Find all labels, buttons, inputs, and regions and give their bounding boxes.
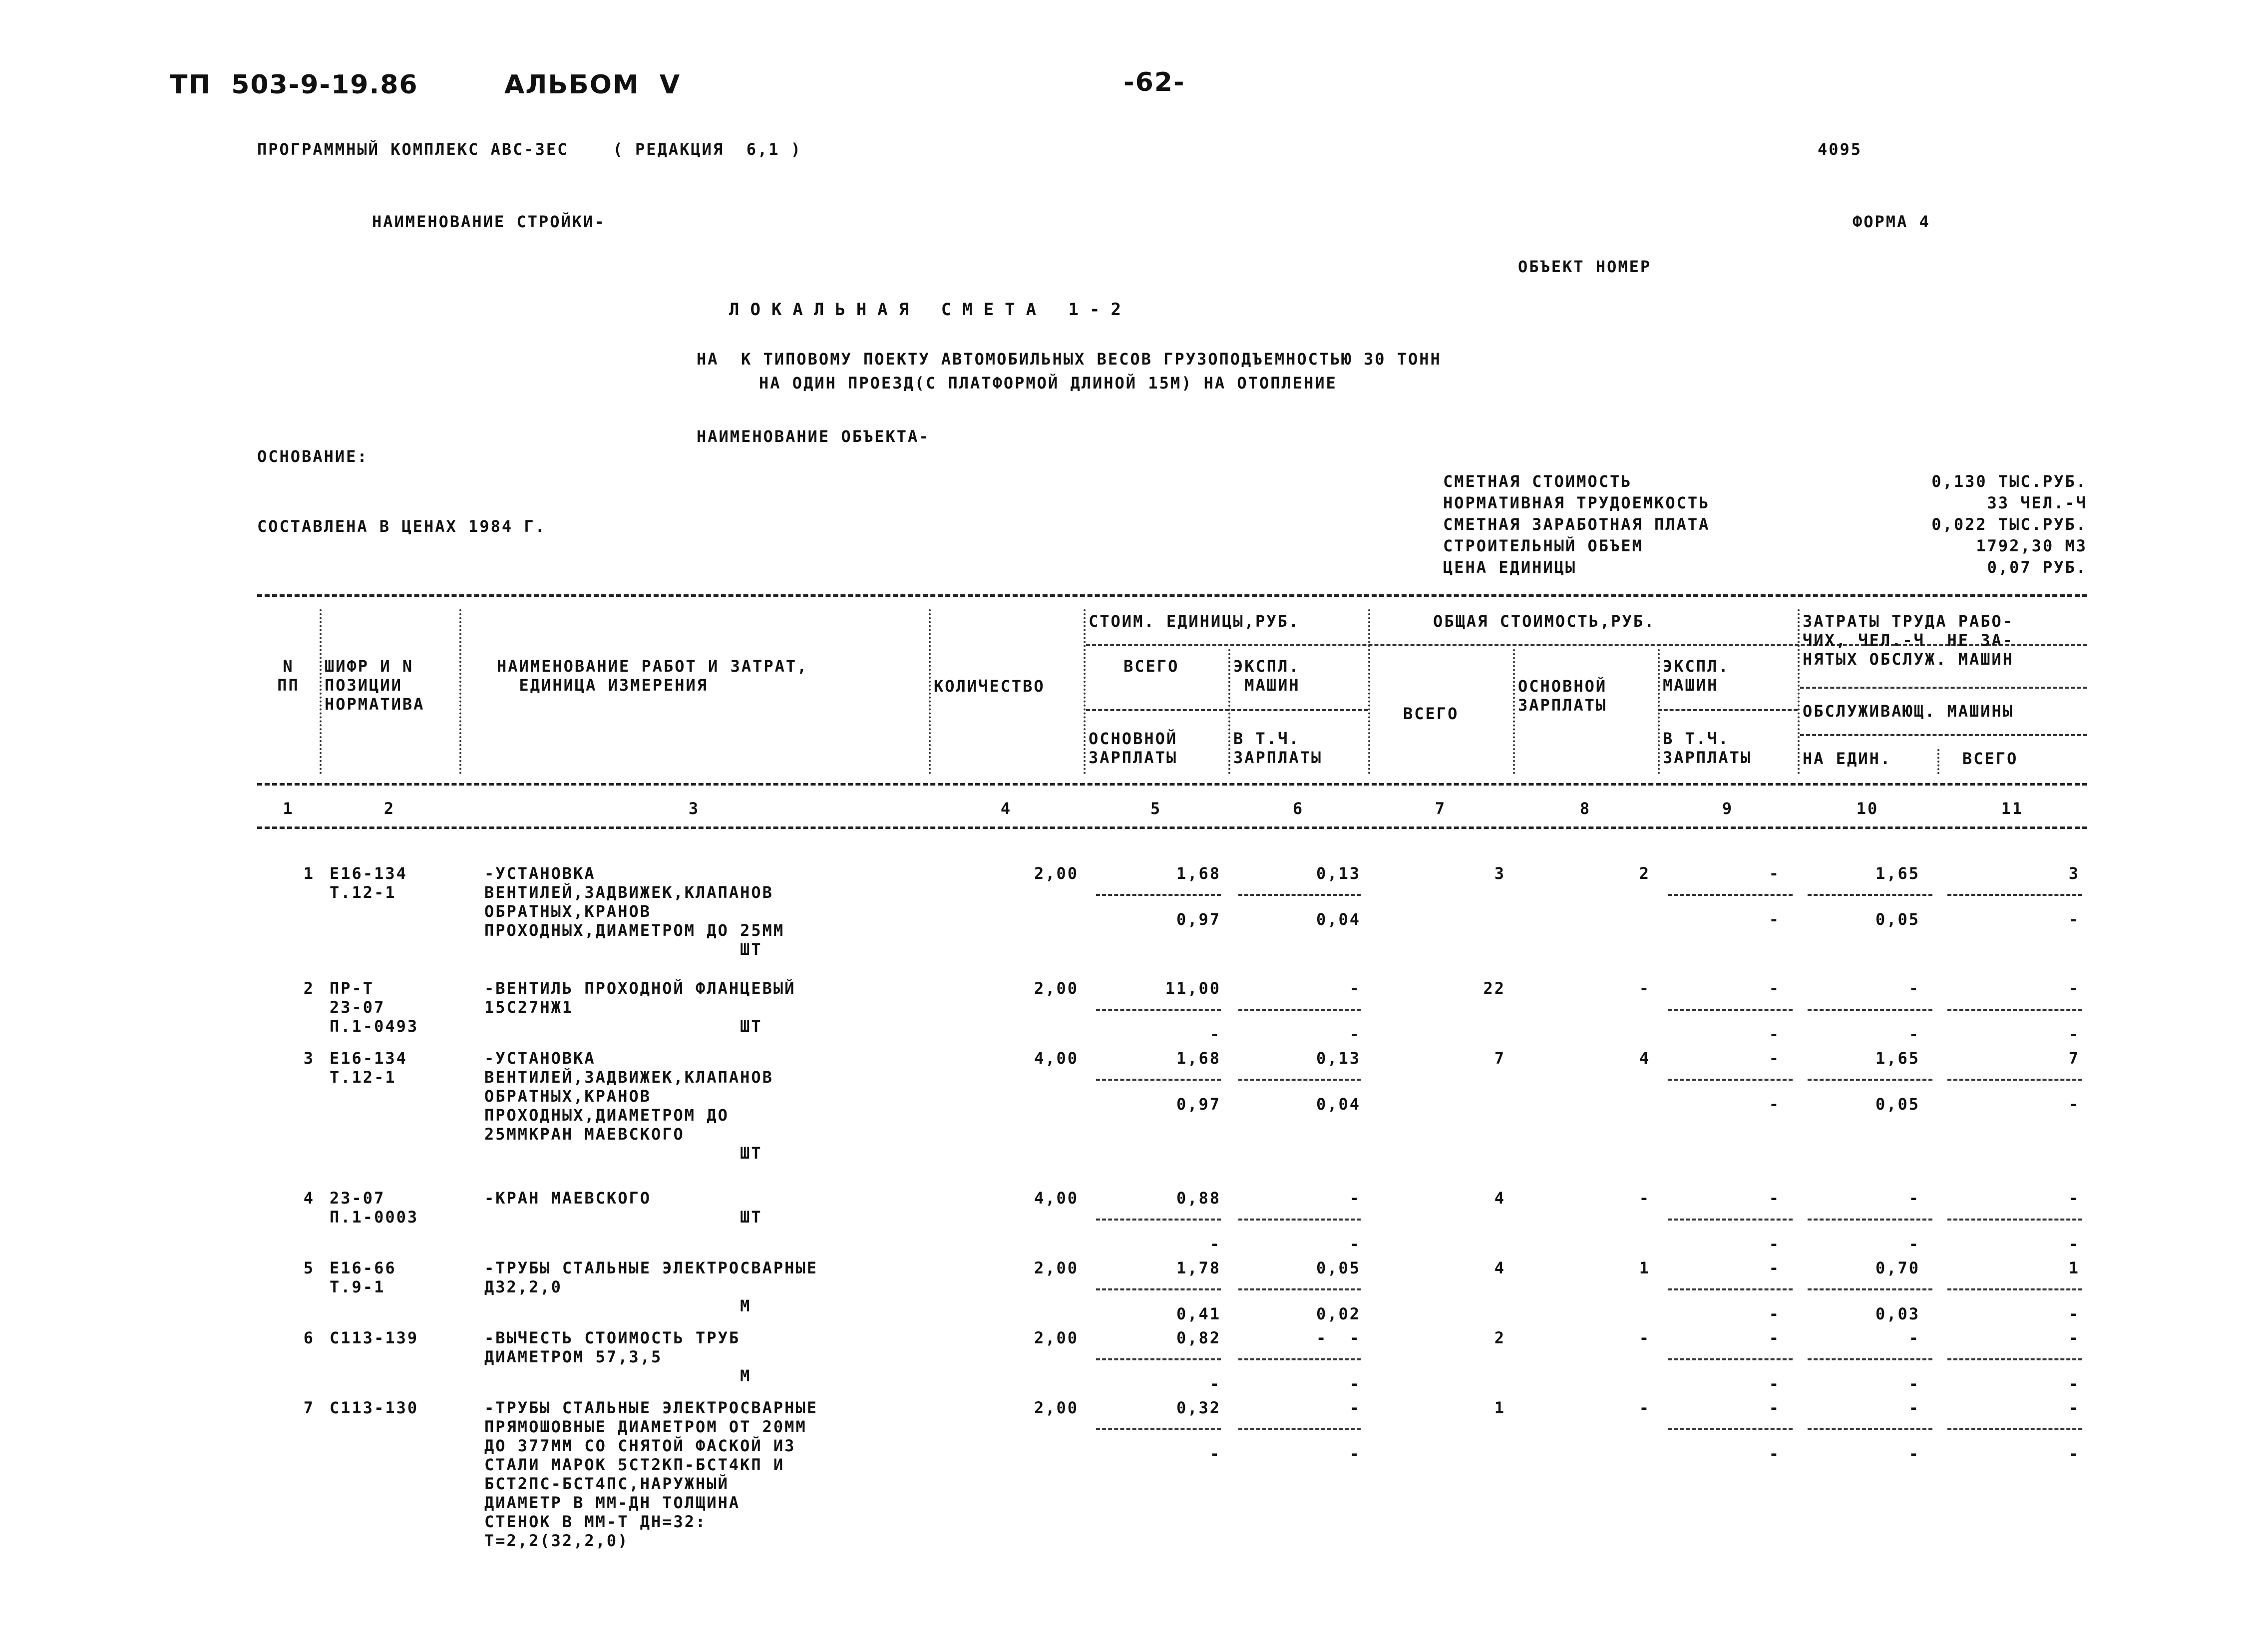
row-total: 4 xyxy=(1494,1258,1505,1277)
row-quantity: 4,00 xyxy=(1034,1049,1079,1068)
row-name: -ТРУБЫ СТАЛЬНЫЕ ЭЛЕКТРОСВАРНЫЕ ПРЯМОШОВНЫЕ ДИАМЕТРОМ ОТ 20ММ ДО 377ММ СО СНЯТОЙ ФАСКОЙ ИЗ СТАЛИ МАРОК 5СТ2КП-БСТ4КП И БСТ2ПС-БСТ4ПС,НАРУЖНЫЙ ДИАМЕТР В ММ-ДН ТОЛЩИНА СТЕНОК В ММ-Т ДН=32: Т=2,2(32,2,0) xyxy=(484,1398,818,1550)
row-total-wage: - xyxy=(1639,1189,1650,1208)
header-bottom-border xyxy=(257,783,2087,786)
header-col1: N ПП xyxy=(277,657,300,695)
row-total-wage: 2 xyxy=(1639,864,1650,883)
cell-divider xyxy=(1668,1358,1793,1360)
row-unit-machines: - xyxy=(1349,1189,1361,1208)
header-col2: ШИФР И N ПОЗИЦИИ НОРМАТИВА xyxy=(325,657,425,714)
cell-divider xyxy=(1947,894,2082,896)
row-unit-total: 11,00 xyxy=(1165,979,1221,998)
header-total-machine-wage: В Т.Ч. ЗАРПЛАТЫ xyxy=(1663,729,1752,767)
column-number: 7 xyxy=(1435,799,1447,818)
column-number: 11 xyxy=(2001,799,2024,818)
subject-line-2: НА ОДИН ПРОЕЗД(С ПЛАТФОРМОЙ ДЛИНОЙ 15М) НА ОТОПЛЕНИЕ xyxy=(759,374,1337,393)
cell-divider xyxy=(1808,1219,1932,1221)
prices-label: СОСТАВЛЕНА В ЦЕНАХ 1984 Г. xyxy=(257,517,546,536)
cell-divider xyxy=(1947,1219,2082,1221)
header-subline xyxy=(1658,709,1798,711)
row-name: -КРАН МАЕВСКОГО ШТ xyxy=(484,1189,762,1227)
col-divider xyxy=(929,609,931,774)
col-divider xyxy=(1658,649,1660,774)
cell-divider xyxy=(1668,1219,1793,1221)
header-unit-machine-wage: В Т.Ч. ЗАРПЛАТЫ xyxy=(1233,729,1323,767)
row-name: -ТРУБЫ СТАЛЬНЫЕ ЭЛЕКТРОСВАРНЫЕ Д32,2,0 М xyxy=(484,1258,818,1315)
row-total-machine-wage: - xyxy=(1769,1095,1780,1114)
cell-divider xyxy=(1668,1079,1793,1081)
cell-divider xyxy=(1808,1079,1932,1081)
summary-value: 0,07 РУБ. xyxy=(1987,558,2087,577)
column-number-border xyxy=(257,826,2087,829)
header-unit-cost: СТОИМ. ЕДИНИЦЫ,РУБ. xyxy=(1089,612,1300,631)
row-name: -УСТАНОВКА ВЕНТИЛЕЙ,ЗАДВИЖЕК,КЛАПАНОВ ОБРАТНЫХ,КРАНОВ ПРОХОДНЫХ,ДИАМЕТРОМ ДО 25ММКРАН МАЕВСКОГО ШТ xyxy=(484,1049,773,1163)
row-total-machine-wage: - xyxy=(1769,1025,1780,1044)
cell-divider xyxy=(1096,1428,1221,1430)
row-number: 1 xyxy=(303,864,315,883)
row-total-machines: - xyxy=(1769,1189,1780,1208)
row-labor-unit: - xyxy=(1908,979,1920,998)
row-labor-unit-machines: 0,05 xyxy=(1875,910,1920,929)
row-labor-total-machines: - xyxy=(2068,1095,2080,1114)
cell-divider xyxy=(1238,1358,1361,1360)
row-code: С113-130 xyxy=(330,1398,419,1417)
row-quantity: 2,00 xyxy=(1034,1258,1079,1277)
header-col3: НАИМЕНОВАНИЕ РАБОТ И ЗАТРАТ, ЕДИНИЦА ИЗМЕРЕНИЯ xyxy=(497,657,808,695)
cell-divider xyxy=(1238,1219,1361,1221)
cell-divider xyxy=(1947,1288,2082,1290)
cell-divider xyxy=(1096,894,1221,896)
header-labor: ЗАТРАТЫ ТРУДА РАБО- ЧИХ, ЧЕЛ.-Ч НЕ ЗА- НЯТЫХ ОБСЛУЖ. МАШИН xyxy=(1803,612,2014,669)
header-total-cost: ОБЩАЯ СТОИМОСТЬ,РУБ. xyxy=(1433,612,1656,631)
cell-divider xyxy=(1238,1428,1361,1430)
cell-divider xyxy=(1096,1288,1221,1290)
row-unit-total: 1,78 xyxy=(1176,1258,1221,1277)
header-unit-wage: ОСНОВНОЙ ЗАРПЛАТЫ xyxy=(1089,729,1178,767)
col-divider xyxy=(1798,609,1800,774)
page-number: -62- xyxy=(1123,67,1185,97)
form-label: ФОРМА 4 xyxy=(1853,212,1930,231)
col-divider xyxy=(459,609,461,774)
row-unit-machines: 0,05 xyxy=(1316,1258,1361,1277)
row-unit-wage: - xyxy=(1209,1025,1221,1044)
row-unit-total: 0,32 xyxy=(1176,1398,1221,1417)
row-total-machines: - xyxy=(1769,979,1780,998)
column-number: 5 xyxy=(1150,799,1162,818)
object-name-label: НАИМЕНОВАНИЕ ОБЪЕКТА- xyxy=(697,427,930,446)
row-unit-machine-wage: - xyxy=(1349,1025,1361,1044)
row-total-machines: - xyxy=(1769,1049,1780,1068)
row-quantity: 2,00 xyxy=(1034,864,1079,883)
row-quantity: 4,00 xyxy=(1034,1189,1079,1208)
doc-code: ТП 503-9-19.86 xyxy=(170,70,418,100)
summary-label: СМЕТНАЯ ЗАРАБОТНАЯ ПЛАТА xyxy=(1443,515,1710,534)
cell-divider xyxy=(1947,1358,2082,1360)
row-total: 2 xyxy=(1494,1328,1505,1347)
summary-value: 0,130 ТЫС.РУБ. xyxy=(1931,472,2087,491)
column-number: 4 xyxy=(1000,799,1012,818)
summary-value: 33 ЧЕЛ.-Ч xyxy=(1987,493,2087,512)
column-number: 3 xyxy=(688,799,700,818)
row-unit-machine-wage: - xyxy=(1349,1235,1361,1253)
row-unit-machine-wage: 0,02 xyxy=(1316,1304,1361,1323)
row-total-wage: 1 xyxy=(1639,1258,1650,1277)
cell-divider xyxy=(1096,1009,1221,1011)
row-total: 1 xyxy=(1494,1398,1505,1417)
row-total-machines: - xyxy=(1769,864,1780,883)
column-number: 8 xyxy=(1579,799,1591,818)
row-code: Е16-66 Т.9-1 xyxy=(330,1258,396,1296)
summary-label: СТРОИТЕЛЬНЫЙ ОБЪЕМ xyxy=(1443,536,1643,555)
header-total-wage: ОСНОВНОЙ ЗАРПЛАТЫ xyxy=(1518,677,1607,715)
cell-divider xyxy=(1808,1009,1932,1011)
row-total-machine-wage: - xyxy=(1769,910,1780,929)
column-number: 10 xyxy=(1856,799,1879,818)
header-unit-machines: ЭКСПЛ. МАШИН xyxy=(1233,657,1300,695)
row-total: 4 xyxy=(1494,1189,1505,1208)
cell-divider xyxy=(1947,1009,2082,1011)
summary-value: 1792,30 М3 xyxy=(1976,536,2087,555)
cell-divider xyxy=(1668,1428,1793,1430)
cell-divider xyxy=(1668,1288,1793,1290)
row-labor-total: - xyxy=(2068,1328,2080,1347)
row-total-machine-wage: - xyxy=(1769,1374,1780,1393)
document-title: ЛОКАЛЬНАЯ СМЕТА 1-2 xyxy=(729,300,1132,320)
row-unit-machines: 0,13 xyxy=(1316,1049,1361,1068)
header-labor-unit: НА ЕДИН. xyxy=(1803,749,1892,768)
album-label: АЛЬБОМ V xyxy=(504,70,681,100)
row-code: ПР-Т 23-07 П.1-0493 xyxy=(330,979,419,1036)
row-unit-wage: - xyxy=(1209,1235,1221,1253)
row-unit-machine-wage: 0,04 xyxy=(1316,910,1361,929)
cell-divider xyxy=(1808,1358,1932,1360)
col-divider xyxy=(320,609,322,774)
row-labor-total-machines: - xyxy=(2068,1444,2080,1463)
col-divider xyxy=(1228,649,1230,774)
cell-divider xyxy=(1238,1009,1361,1011)
column-number: 9 xyxy=(1722,799,1734,818)
row-unit-machines: - xyxy=(1349,979,1361,998)
row-unit-wage: 0,41 xyxy=(1176,1304,1221,1323)
row-name: -ВЫЧЕСТЬ СТОИМОСТЬ ТРУБ ДИАМЕТРОМ 57,3,5 М xyxy=(484,1328,751,1385)
cell-divider xyxy=(1238,1288,1361,1290)
row-labor-unit-machines: - xyxy=(1908,1025,1920,1044)
row-unit-wage: 0,97 xyxy=(1176,1095,1221,1114)
row-unit-machine-wage: - xyxy=(1349,1374,1361,1393)
row-number: 3 xyxy=(303,1049,315,1068)
row-labor-unit: - xyxy=(1908,1328,1920,1347)
row-number: 2 xyxy=(303,979,315,998)
row-labor-unit-machines: 0,03 xyxy=(1875,1304,1920,1323)
row-number: 6 xyxy=(303,1328,315,1347)
table-top-border xyxy=(257,594,2087,597)
row-labor-unit: 1,65 xyxy=(1875,1049,1920,1068)
header-total-machines: ЭКСПЛ. МАШИН xyxy=(1663,657,1730,695)
col-divider xyxy=(1937,749,1939,774)
code-4095: 4095 xyxy=(1818,140,1863,159)
row-total-wage: - xyxy=(1639,979,1650,998)
row-quantity: 2,00 xyxy=(1034,1328,1079,1347)
row-total-wage: - xyxy=(1639,1398,1650,1417)
row-labor-unit-machines: 0,05 xyxy=(1875,1095,1920,1114)
cell-divider xyxy=(1096,1219,1221,1221)
row-unit-machines: 0,13 xyxy=(1316,864,1361,883)
row-labor-unit: 1,65 xyxy=(1875,864,1920,883)
cell-divider xyxy=(1238,1079,1361,1081)
col-divider xyxy=(1368,609,1370,774)
summary-value: 0,022 ТЫС.РУБ. xyxy=(1931,515,2087,534)
row-code: Е16-134 Т.12-1 xyxy=(330,864,407,902)
header-subline xyxy=(1800,734,2087,736)
cell-divider xyxy=(1668,894,1793,896)
column-number: 6 xyxy=(1292,799,1304,818)
row-number: 5 xyxy=(303,1258,315,1277)
row-code: 23-07 П.1-0003 xyxy=(330,1189,419,1227)
row-unit-machines: - xyxy=(1349,1398,1361,1417)
header-labor-total: ВСЕГО xyxy=(1962,749,2018,768)
header-total-all: ВСЕГО xyxy=(1403,704,1459,723)
row-labor-total: 1 xyxy=(2068,1258,2080,1277)
row-unit-machine-wage: 0,04 xyxy=(1316,1095,1361,1114)
row-code: С113-139 xyxy=(330,1328,419,1347)
row-unit-total: 0,82 xyxy=(1176,1328,1221,1347)
row-labor-total-machines: - xyxy=(2068,1025,2080,1044)
row-quantity: 2,00 xyxy=(1034,1398,1079,1417)
header-labor-sub: ОБСЛУЖИВАЮЩ. МАШИНЫ xyxy=(1803,702,2014,721)
cell-divider xyxy=(1808,1428,1932,1430)
row-labor-unit-machines: - xyxy=(1908,1374,1920,1393)
row-labor-unit-machines: - xyxy=(1908,1444,1920,1463)
cell-divider xyxy=(1668,1009,1793,1011)
header-subline xyxy=(1800,687,2087,689)
row-code: Е16-134 Т.12-1 xyxy=(330,1049,407,1087)
row-quantity: 2,00 xyxy=(1034,979,1079,998)
row-total-machines: - xyxy=(1769,1398,1780,1417)
row-labor-total-machines: - xyxy=(2068,1374,2080,1393)
col-divider xyxy=(1513,649,1515,774)
row-unit-total: 1,68 xyxy=(1176,1049,1221,1068)
construction-label: НАИМЕНОВАНИЕ СТРОЙКИ- xyxy=(372,212,606,231)
row-unit-total: 1,68 xyxy=(1176,864,1221,883)
row-labor-total: 3 xyxy=(2068,864,2080,883)
row-labor-total-machines: - xyxy=(2068,1235,2080,1253)
row-number: 4 xyxy=(303,1189,315,1208)
cell-divider xyxy=(1808,894,1932,896)
row-labor-total: 7 xyxy=(2068,1049,2080,1068)
row-number: 7 xyxy=(303,1398,315,1417)
basis-label: ОСНОВАНИЕ: xyxy=(257,447,369,466)
row-labor-unit: - xyxy=(1908,1398,1920,1417)
row-total-machine-wage: - xyxy=(1769,1235,1780,1253)
column-number: 2 xyxy=(383,799,395,818)
column-number: 1 xyxy=(283,799,294,818)
cell-divider xyxy=(1947,1428,2082,1430)
row-labor-unit: - xyxy=(1908,1189,1920,1208)
row-total-machines: - xyxy=(1769,1258,1780,1277)
row-name: -ВЕНТИЛЬ ПРОХОДНОЙ ФЛАНЦЕВЫЙ 15С27НЖ1 ШТ xyxy=(484,979,796,1036)
col-divider xyxy=(1084,609,1086,774)
object-number-label: ОБЪЕКТ НОМЕР xyxy=(1518,257,1652,276)
row-unit-wage: - xyxy=(1209,1444,1221,1463)
cell-divider xyxy=(1238,894,1361,896)
row-labor-unit: 0,70 xyxy=(1875,1258,1920,1277)
row-total-machines: - xyxy=(1769,1328,1780,1347)
row-total: 3 xyxy=(1494,864,1505,883)
row-unit-wage: - xyxy=(1209,1374,1221,1393)
row-labor-total: - xyxy=(2068,1398,2080,1417)
row-total-wage: - xyxy=(1639,1328,1650,1347)
summary-label: СМЕТНАЯ СТОИМОСТЬ xyxy=(1443,472,1632,491)
header-unit-total: ВСЕГО xyxy=(1123,657,1179,676)
row-total: 7 xyxy=(1494,1049,1505,1068)
row-total: 22 xyxy=(1483,979,1505,998)
row-unit-total: 0,88 xyxy=(1176,1189,1221,1208)
row-unit-wage: 0,97 xyxy=(1176,910,1221,929)
header-col4: КОЛИЧЕСТВО xyxy=(934,677,1045,696)
row-labor-total: - xyxy=(2068,979,2080,998)
summary-label: ЦЕНА ЕДИНИЦЫ xyxy=(1443,558,1577,577)
row-labor-unit-machines: - xyxy=(1908,1235,1920,1253)
row-unit-machines: - - xyxy=(1316,1328,1361,1347)
cell-divider xyxy=(1947,1079,2082,1081)
cell-divider xyxy=(1096,1079,1221,1081)
row-name: -УСТАНОВКА ВЕНТИЛЕЙ,ЗАДВИЖЕК,КЛАПАНОВ ОБРАТНЫХ,КРАНОВ ПРОХОДНЫХ,ДИАМЕТРОМ ДО 25ММ ШТ xyxy=(484,864,785,959)
header-subline xyxy=(1086,709,1368,711)
row-unit-machine-wage: - xyxy=(1349,1444,1361,1463)
program-line: ПРОГРАММНЫЙ КОМПЛЕКС АВС-ЗЕС ( РЕДАКЦИЯ 6,1 ) xyxy=(257,140,802,159)
row-labor-total-machines: - xyxy=(2068,910,2080,929)
row-total-machine-wage: - xyxy=(1769,1304,1780,1323)
summary-label: НОРМАТИВНАЯ ТРУДОЕМКОСТЬ xyxy=(1443,493,1710,512)
row-total-machine-wage: - xyxy=(1769,1444,1780,1463)
subject-line-1: НА К ТИПОВОМУ ПОЕКТУ АВТОМОБИЛЬНЫХ ВЕСОВ ГРУЗОПОДЪЕМНОСТЬЮ 30 ТОНН xyxy=(697,350,1442,369)
row-total-wage: 4 xyxy=(1639,1049,1650,1068)
cell-divider xyxy=(1808,1288,1932,1290)
row-labor-total: - xyxy=(2068,1189,2080,1208)
row-labor-total-machines: - xyxy=(2068,1304,2080,1323)
cell-divider xyxy=(1096,1358,1221,1360)
